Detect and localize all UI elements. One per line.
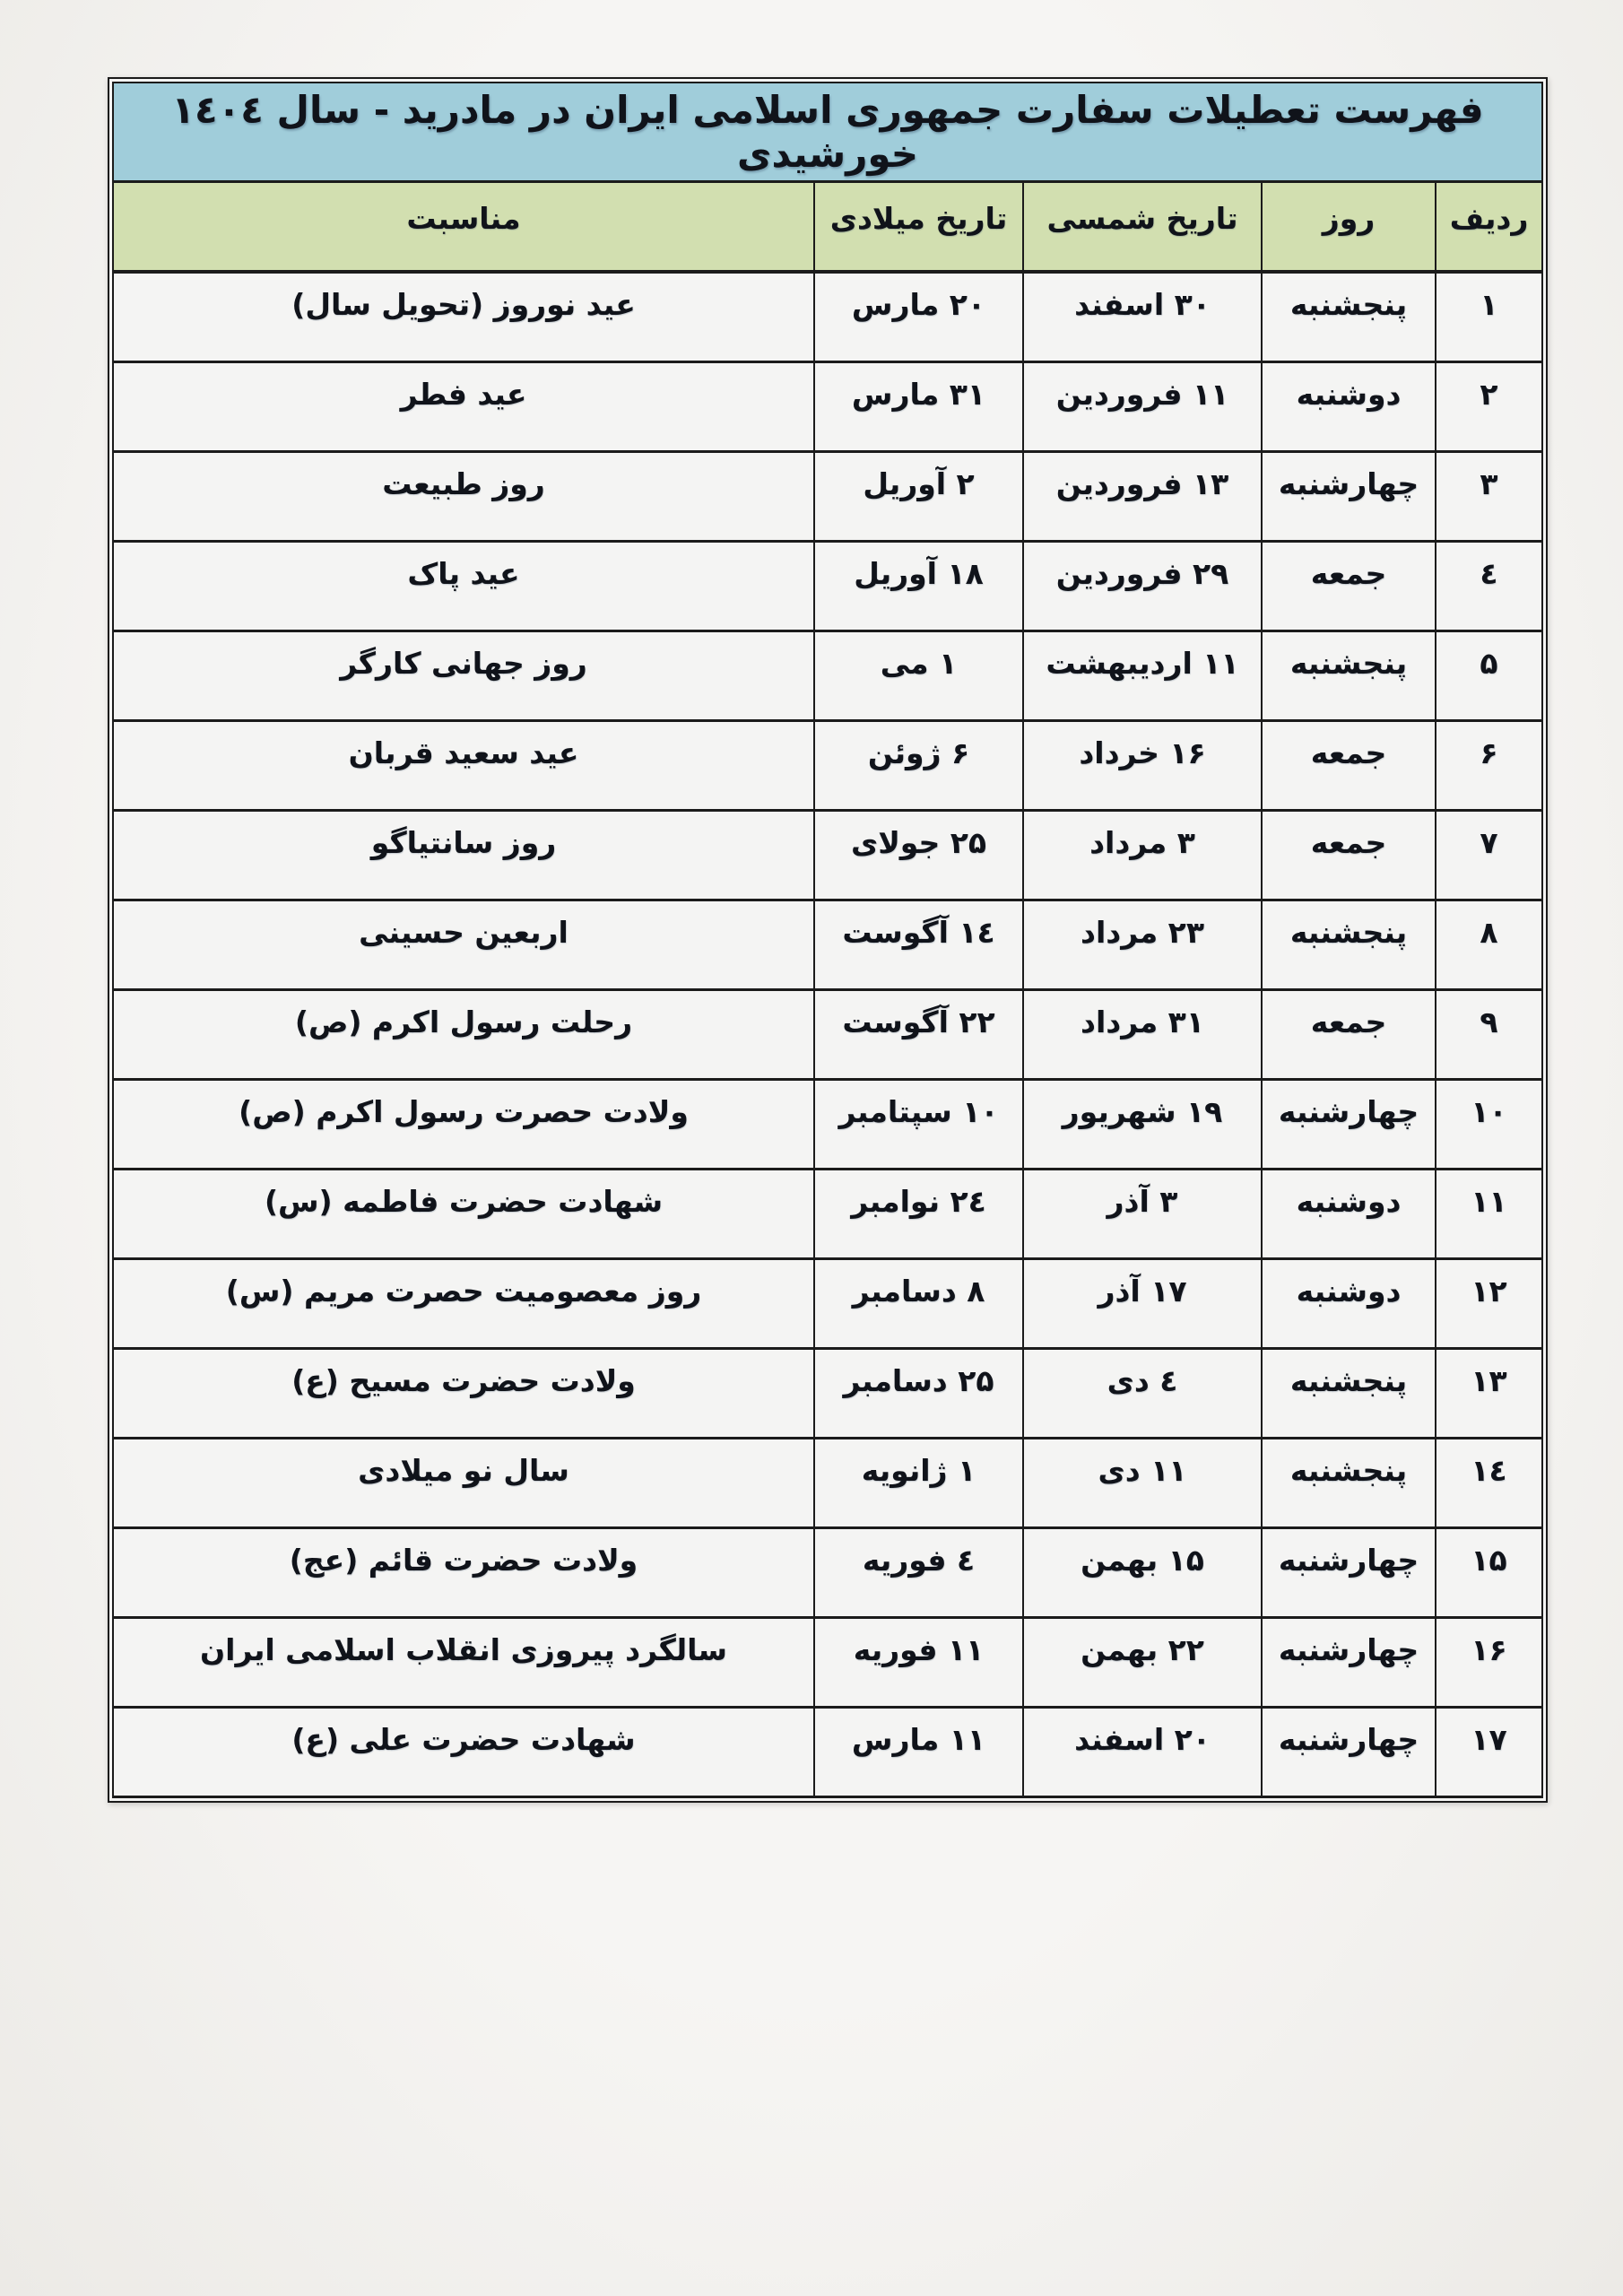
day-cell: پنجشنبه [1262, 631, 1436, 720]
shamsi-date-cell: ۳۱ مرداد [1023, 989, 1262, 1079]
day-cell: پنجشنبه [1262, 1348, 1436, 1438]
table-title-row [113, 83, 1542, 181]
holiday-row [113, 631, 1542, 720]
occasion-cell: روز طبیعت [113, 451, 814, 541]
holiday-row [113, 451, 1542, 541]
row-index-cell: ۸ [1436, 900, 1542, 989]
day-cell: چهارشنبه [1262, 451, 1436, 541]
shamsi-date-cell: ۲۳ مرداد [1023, 900, 1262, 989]
row-index-cell: ۱ [1436, 272, 1542, 361]
holiday-row [113, 1258, 1542, 1348]
row-index-cell: ۶ [1436, 720, 1542, 810]
gregorian-date-cell: ۱ ژانویه [814, 1438, 1023, 1527]
day-cell: چهارشنبه [1262, 1079, 1436, 1169]
holiday-row [113, 1348, 1542, 1438]
shamsi-date-cell: ۲۲ بهمن [1023, 1617, 1262, 1707]
day-cell: چهارشنبه [1262, 1617, 1436, 1707]
shamsi-date-cell: ٤ دی [1023, 1348, 1262, 1438]
occasion-cell: عید نوروز (تحویل سال) [113, 272, 814, 361]
gregorian-date-cell: ۱۱ مارس [814, 1707, 1023, 1796]
holiday-row [113, 1079, 1542, 1169]
day-cell: چهارشنبه [1262, 1707, 1436, 1796]
gregorian-date-cell: ۶ ژوئن [814, 720, 1023, 810]
occasion-cell: شهادت حضرت علی (ع) [113, 1707, 814, 1796]
shamsi-date-cell: ۱۱ اردیبهشت [1023, 631, 1262, 720]
holiday-table [112, 82, 1543, 1798]
holiday-row [113, 361, 1542, 451]
row-index-cell: ۱۲ [1436, 1258, 1542, 1348]
row-index-cell: ۱٤ [1436, 1438, 1542, 1527]
shamsi-date-cell: ۱۱ دی [1023, 1438, 1262, 1527]
day-cell: دوشنبه [1262, 1258, 1436, 1348]
gregorian-date-cell: ۱۰ سپتامبر [814, 1079, 1023, 1169]
day-cell: جمعه [1262, 541, 1436, 631]
shamsi-date-cell: ۱۵ بهمن [1023, 1527, 1262, 1617]
occasion-cell: عید پاک [113, 541, 814, 631]
shamsi-date-cell: ۳ مرداد [1023, 810, 1262, 900]
holiday-row [113, 1527, 1542, 1617]
row-index-cell: ۱۰ [1436, 1079, 1542, 1169]
occasion-cell: عید سعید قربان [113, 720, 814, 810]
holiday-row [113, 720, 1542, 810]
day-cell: پنجشنبه [1262, 272, 1436, 361]
row-index-cell: ۵ [1436, 631, 1542, 720]
shamsi-date-cell: ۱۳ فروردین [1023, 451, 1262, 541]
row-index-cell: ۷ [1436, 810, 1542, 900]
holiday-row [113, 1707, 1542, 1796]
gregorian-date-cell: ۲۲ آگوست [814, 989, 1023, 1079]
occasion-cell: ولادت حضرت قائم (عج) [113, 1527, 814, 1617]
day-cell: پنجشنبه [1262, 900, 1436, 989]
gregorian-date-cell: ۲۵ جولای [814, 810, 1023, 900]
holiday-rows [113, 272, 1542, 1796]
gregorian-date-cell: ۱٤ آگوست [814, 900, 1023, 989]
row-index-cell: ۱۳ [1436, 1348, 1542, 1438]
day-cell: جمعه [1262, 720, 1436, 810]
occasion-cell: سالگرد پیروزی انقلاب اسلامی ایران [113, 1617, 814, 1707]
gregorian-date-cell: ٤ فوریه [814, 1527, 1023, 1617]
day-cell: دوشنبه [1262, 361, 1436, 451]
shamsi-date-cell: ۱۶ خرداد [1023, 720, 1262, 810]
col-header-row-number: ردیف [1436, 181, 1542, 272]
occasion-cell: شهادت حضرت فاطمه (س) [113, 1169, 814, 1258]
row-index-cell: ۱۷ [1436, 1707, 1542, 1796]
page-title: فهرست تعطیلات سفارت جمهوری اسلامی ایران در مادرید - سال ۱٤۰٤ خورشیدی [113, 83, 1542, 181]
shamsi-date-cell: ۱۷ آذر [1023, 1258, 1262, 1348]
row-index-cell: ۱۱ [1436, 1169, 1542, 1258]
occasion-cell: روز معصومیت حصرت مریم (س) [113, 1258, 814, 1348]
gregorian-date-cell: ۳۱ مارس [814, 361, 1023, 451]
occasion-cell: رحلت رسول اکرم (ص) [113, 989, 814, 1079]
occasion-cell: ولادت حصرت رسول اکرم (ص) [113, 1079, 814, 1169]
holiday-row [113, 810, 1542, 900]
col-header-occasion: مناسبت [113, 181, 814, 272]
occasion-cell: سال نو میلادی [113, 1438, 814, 1527]
occasion-cell: روز جهانی کارگر [113, 631, 814, 720]
gregorian-date-cell: ۲۵ دسامبر [814, 1348, 1023, 1438]
row-index-cell: ۱۵ [1436, 1527, 1542, 1617]
holiday-row [113, 1438, 1542, 1527]
day-cell: چهارشنبه [1262, 1527, 1436, 1617]
shamsi-date-cell: ۳ آذر [1023, 1169, 1262, 1258]
gregorian-date-cell: ۲٤ نوامبر [814, 1169, 1023, 1258]
holiday-table-frame [108, 77, 1548, 1803]
holiday-row [113, 1617, 1542, 1707]
shamsi-date-cell: ۲۰ اسفند [1023, 1707, 1262, 1796]
table-header-row [113, 181, 1542, 272]
shamsi-date-cell: ۲۹ فروردین [1023, 541, 1262, 631]
col-header-gregorian-date: تاریخ میلادی [814, 181, 1023, 272]
gregorian-date-cell: ۱۸ آوریل [814, 541, 1023, 631]
col-header-day: روز [1262, 181, 1436, 272]
day-cell: جمعه [1262, 989, 1436, 1079]
shamsi-date-cell: ۱۱ فروردین [1023, 361, 1262, 451]
occasion-cell: روز سانتیاگو [113, 810, 814, 900]
holiday-row [113, 1169, 1542, 1258]
shamsi-date-cell: ۳۰ اسفند [1023, 272, 1262, 361]
gregorian-date-cell: ۱۱ فوریه [814, 1617, 1023, 1707]
holiday-row [113, 541, 1542, 631]
holiday-row [113, 989, 1542, 1079]
holiday-row [113, 900, 1542, 989]
day-cell: دوشنبه [1262, 1169, 1436, 1258]
occasion-cell: عید فطر [113, 361, 814, 451]
occasion-cell: اربعین حسینی [113, 900, 814, 989]
shamsi-date-cell: ۱۹ شهریور [1023, 1079, 1262, 1169]
col-header-shamsi-date: تاریخ شمسی [1023, 181, 1262, 272]
gregorian-date-cell: ۲۰ مارس [814, 272, 1023, 361]
gregorian-date-cell: ۱ می [814, 631, 1023, 720]
gregorian-date-cell: ۲ آوریل [814, 451, 1023, 541]
row-index-cell: ۳ [1436, 451, 1542, 541]
gregorian-date-cell: ۸ دسامبر [814, 1258, 1023, 1348]
row-index-cell: ٤ [1436, 541, 1542, 631]
holiday-row [113, 272, 1542, 361]
row-index-cell: ۱۶ [1436, 1617, 1542, 1707]
day-cell: جمعه [1262, 810, 1436, 900]
row-index-cell: ۲ [1436, 361, 1542, 451]
day-cell: پنجشنبه [1262, 1438, 1436, 1527]
occasion-cell: ولادت حضرت مسیح (ع) [113, 1348, 814, 1438]
row-index-cell: ۹ [1436, 989, 1542, 1079]
